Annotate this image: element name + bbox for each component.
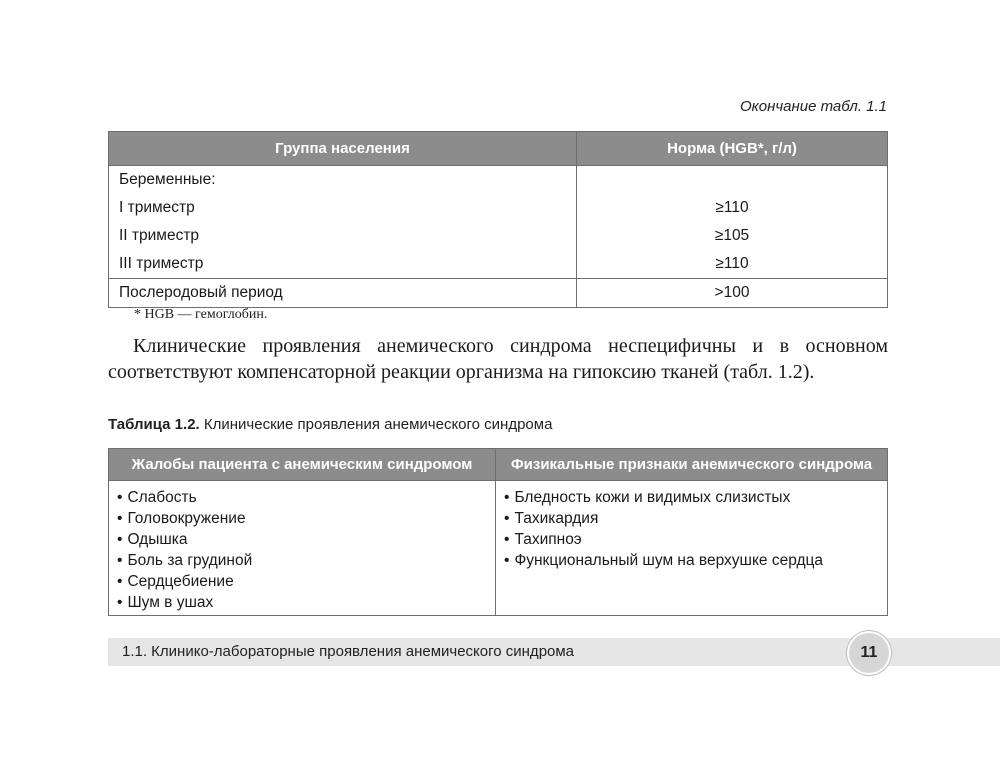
cell-group: II триместр: [109, 222, 577, 250]
page-number-badge: 11: [847, 631, 891, 675]
list-item: • Функциональный шум на верхушке сердца: [504, 550, 877, 571]
list-item: • Бледность кожи и видимых слизистых: [504, 487, 877, 508]
list-item: • Боль за грудиной: [117, 550, 485, 571]
cell-norm: ≥110: [577, 250, 888, 279]
column-header-complaints: Жалобы пациента с анемическим синдромом: [109, 449, 496, 481]
table-continuation-caption: Окончание табл. 1.1: [740, 98, 887, 115]
table-row: [109, 166, 888, 195]
list-item: • Сердцебиение: [117, 571, 485, 592]
anemia-manifestations-table: [108, 448, 888, 616]
table-row: [109, 279, 888, 308]
complaints-cell: [109, 481, 496, 616]
list-item: • Головокружение: [117, 508, 485, 529]
table-header-row: [109, 449, 888, 481]
table2-caption-label: Таблица 1.2.: [108, 416, 200, 433]
signs-cell: [496, 481, 888, 616]
body-paragraph: Клинические проявления анемического синдрома неспецифичны и в основном соответствуют компенсаторной реакции организма на гипоксию тканей (табл. 1.2).: [108, 335, 888, 383]
population-norms-table: [108, 131, 888, 308]
cell-norm: ≥110: [577, 194, 888, 222]
column-header-population: Группа населения: [109, 132, 577, 166]
running-footer: [108, 638, 1000, 666]
cell-group: I триместр: [109, 194, 577, 222]
column-header-norm: Норма (HGB*, г/л): [577, 132, 888, 166]
list-item: • Шум в ушах: [117, 592, 485, 613]
signs-list: [504, 487, 877, 571]
list-item: • Слабость: [117, 487, 485, 508]
table-row: [109, 222, 888, 250]
table-footnote: * HGB — гемоглобин.: [134, 307, 268, 322]
list-item: • Одышка: [117, 529, 485, 550]
table2-caption-text: Клинические проявления анемического синдрома: [199, 416, 553, 433]
cell-norm: >100: [577, 279, 888, 308]
list-item: • Тахипноэ: [504, 529, 877, 550]
cell-norm: ≥105: [577, 222, 888, 250]
cell-norm: [577, 166, 888, 195]
cell-group: III триместр: [109, 250, 577, 279]
table-row: [109, 481, 888, 616]
list-item: • Тахикардия: [504, 508, 877, 529]
complaints-list: [117, 487, 485, 613]
table2-caption: [108, 416, 552, 433]
footer-section-title: 1.1. Клинико-лабораторные проявления анемического синдрома: [122, 643, 575, 660]
cell-group: Беременные:: [109, 166, 577, 195]
table-row: [109, 194, 888, 222]
table-row: [109, 250, 888, 279]
column-header-signs: Физикальные признаки анемического синдрома: [496, 449, 888, 481]
table-header-row: [109, 132, 888, 166]
cell-group: Послеродовый период: [109, 279, 577, 308]
